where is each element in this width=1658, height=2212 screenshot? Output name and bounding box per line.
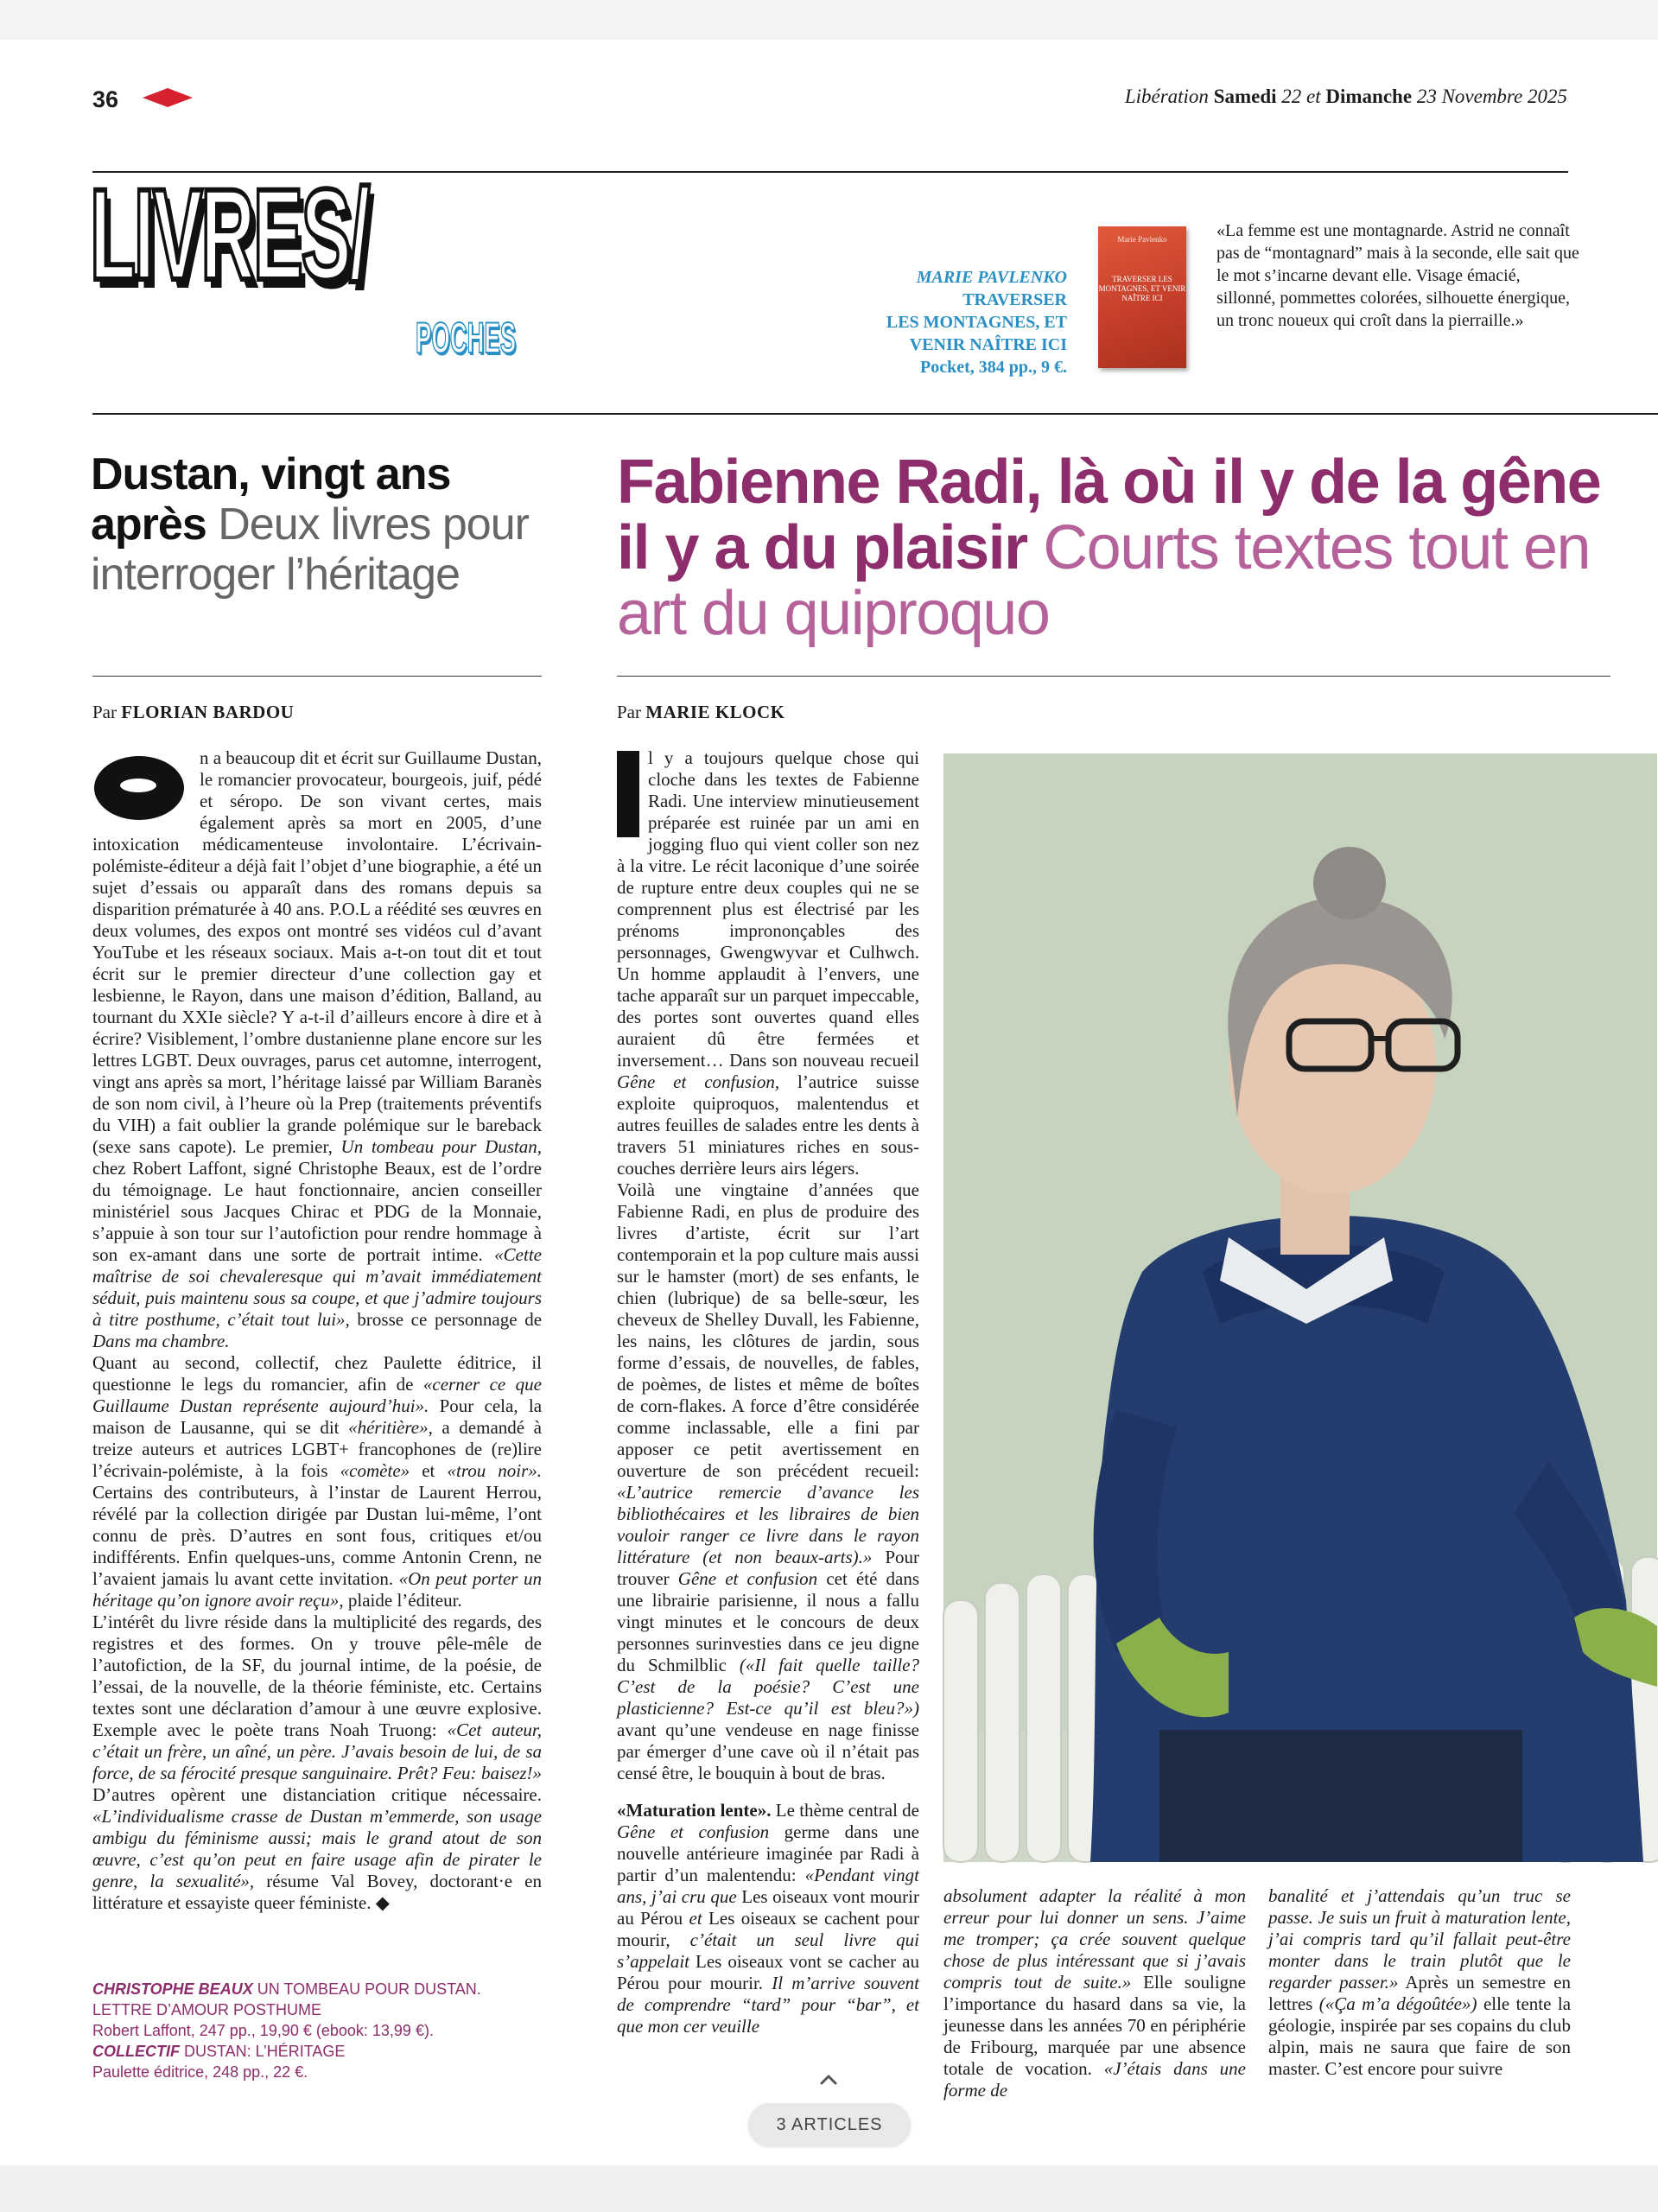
book-title: Dans ma chambre. <box>92 1331 230 1351</box>
section-rule <box>92 413 1658 415</box>
quote: («Il fait quelle taille? C’est de la poésie? C’est une plasticienne? Est-ce qu’il est bleu?») <box>617 1655 920 1719</box>
pocket-title-line-1: TRAVERSER <box>962 290 1067 309</box>
text-run: Les oiseaux se cachent pour mourir, <box>617 1908 920 1950</box>
text-run: l y a toujours quelque chose qui cloche dans les textes de Fabienne Radi. Une interview minutieusement préparée est ruinée par un ami en jogging fluo qui vient coller son nez à la vitre. Le récit laconique d’une soirée de rupture entre deux couples qui ne se comprennent plus est électrisé par les prénoms imprononçables des personnages, Gwengwyvar et Culhwch. Un homme applaudit à l’envers, une tache apparaît sur un parquet impeccable, des portes sont ouvertes quand elles auraient dû être fermées et inversement… Dans son nouveau recueil <box>617 747 919 1071</box>
quote: «L’autrice remercie d’avance les bibliothécaires et les libraires de bien vouloir ranger ce livre dans le rayon littérature (et non beaux-arts).» <box>617 1482 919 1567</box>
pocket-book-info <box>886 266 1067 378</box>
dateline-date-1: 22 et <box>1281 86 1321 107</box>
text-run: a demandé à treize auteurs et autrices LGBT+ francophones de (re)lire l’écrivain-polémiste, à la fois <box>92 1417 542 1481</box>
viewer-top-bar <box>0 0 1658 40</box>
text-run: Certains des contributeurs, à l’instar de Laurent Herrou, révélé par la collection dirigée par Dustan lui-même, l’ont connu de près. D’autres en sont fous, critiques et/ou indifférents. Enfin quelques-uns, comme Antonin Crenn, ne l’avaient jamais lu avant cette invitation. <box>92 1482 542 1589</box>
left-paragraph-1 <box>92 747 542 1352</box>
ref-author: COLLECTIF <box>92 2043 180 2060</box>
text-run: avant qu’une vendeuse en nage finisse par émerger d’une cave où il n’était pas censé être, le bouquin à bout de bras. <box>617 1719 919 1783</box>
section-title: LIVRES/ <box>90 162 369 307</box>
quote: «J’étais dans une forme de <box>943 2058 1246 2101</box>
quote: «cerner ce que Guillaume Dustan représente aujourd’hui». <box>92 1374 542 1416</box>
left-byline-name: FLORIAN BARDOU <box>121 702 295 722</box>
ref-1 <box>92 1979 542 2020</box>
left-byline <box>92 702 294 723</box>
quote: «Pendant vingt ans, j’ai cru que <box>617 1865 919 1907</box>
right-paragraph-3 <box>617 1800 919 2037</box>
right-article-column-3 <box>1268 1885 1571 2086</box>
text-run: chez Robert Laffont, signé Christophe Beaux, est de l’ordre du témoignage. Le haut fonctionnaire, ancien conseiller ministériel sous Jacques Chirac et PDG de la Monnaie, s’appuie à son tour sur l’autofiction pour rendre hommage à son ex-amant dans une sorte de portrait intime. <box>92 1158 542 1265</box>
pocket-quote: «La femme est une montagnarde. Astrid ne connaît pas de “montagnard” mais à la seconde, elle sait que le mot s’incarne devant elle. Visage émacié, sillonné, pommettes colorées, silhouette énergique, un tronc noueux qui croît dans la pierraille.» <box>1217 221 1579 330</box>
text-run: résume Val Bovey, doctorant·e en littérature et essayiste queer féministe. <box>92 1871 542 1913</box>
quote: «Cet auteur, c’était un frère, un aîné, un père. J’avais besoin de lui, de sa force, de sa férocité presque sanguinaire. Prêt? Feu: baisez!» <box>92 1719 542 1783</box>
cover-author: Marie Pavlenko <box>1117 235 1167 244</box>
left-book-references <box>92 1979 542 2082</box>
text-run: Les oiseaux vont se cacher au Pérou pour mourir. <box>617 1951 919 1993</box>
drop-cap-o <box>92 753 189 823</box>
intertitle: «Maturation lente». <box>617 1800 772 1821</box>
liberation-diamond-icon <box>143 88 193 107</box>
dateline-date-2: 23 Novembre 2025 <box>1416 86 1567 107</box>
cover-title: TRAVERSER LES MONTAGNES, ET VENIR NAÎTRE ICI <box>1098 275 1186 302</box>
pocket-publisher: Pocket, 384 pp., 9 €. <box>920 358 1067 377</box>
ref-title: DUSTAN: L’HÉRITAGE <box>184 2043 346 2060</box>
left-headline <box>91 449 540 600</box>
articles-pager-button[interactable]: 3 ARTICLES <box>748 2103 911 2146</box>
quote: banalité et j’attendais qu’un truc se passe. Je suis un fruit à maturation lente, j’ai compris tard qu’il fallait peut-être monter dans le train plutôt que le regarder passer.» <box>1268 1885 1571 1993</box>
portrait-illustration <box>943 753 1657 1862</box>
right-article-column-2 <box>943 1885 1246 2101</box>
dateline-day-2: Dimanche <box>1325 86 1413 107</box>
book-title: Gêne et confusion, <box>617 1071 780 1092</box>
ref-author: CHRISTOPHE BEAUX <box>92 1980 253 1998</box>
right-headline-rule <box>617 676 1610 677</box>
quote: «On peut porter un héritage qu’on ignore avoir reçu», <box>92 1568 542 1611</box>
quote: veuille <box>711 2016 760 2037</box>
scroll-up-button[interactable] <box>812 2063 845 2096</box>
left-byline-prefix: Par <box>92 702 117 722</box>
end-diamond-icon: ◆ <box>375 1892 390 1913</box>
right-byline-name: MARIE KLOCK <box>645 702 785 722</box>
text-run: D’autres opèrent une distanciation critique nécessaire. <box>92 1784 542 1805</box>
pocket-title-line-2: LES MONTAGNES, ET <box>886 313 1067 332</box>
right-byline <box>617 702 785 723</box>
right-col3-paragraph <box>1268 1885 1571 2080</box>
quote: et <box>689 1908 702 1929</box>
chevron-up-icon <box>812 2063 845 2096</box>
book-title: Gêne et confusion <box>677 1568 818 1589</box>
ref-publisher: Paulette éditrice, 248 pp., 22 €. <box>92 2063 308 2081</box>
quote: «Cette maîtrise de soi chevaleresque qui m’avait immédiatement séduit, puis maintenu sous sa coupe, et que j’admire toujours à titre posthume, c’était tout lui», <box>92 1244 542 1330</box>
ref-publisher: Robert Laffont, 247 pp., 19,90 € (ebook: 13,99 €). <box>92 2022 434 2039</box>
pocket-author: MARIE PAVLENKO <box>916 268 1067 287</box>
viewer-bottom-bar <box>0 2165 1658 2212</box>
text-run: Voilà une vingtaine d’années que Fabienne Radi, en plus de produire des livres d’artiste, écrit sur l’art contemporain et la pop culture mais aussi sur le hamster (mort) de ses enfants, le chien (lubrique) de sa belle-sœur, les cheveux de Shelley Duvall, les Fabienne, les nains, les clôtures de jardin, sous forme d’essais, de nouvelles, de fables, de poèmes, de listes et même de boîtes de corn-flakes. A force d’être considérée comme inclassable, elle a fini par apposer ce petit avertissement en ouverture de son précédent recueil: <box>617 1179 919 1481</box>
author-photo <box>943 753 1657 1862</box>
book-cover <box>1098 226 1186 368</box>
book-title: Gêne et confusion <box>617 1821 770 1842</box>
right-col2-paragraph <box>943 1885 1246 2101</box>
quote: «héritière», <box>348 1417 433 1438</box>
text-run: cet été dans une librairie parisienne, il nous a fallu vingt minutes et le concours de deux personnes surinvesties dans ce jeu digne du Schmilblic <box>617 1568 920 1675</box>
left-paragraph-3 <box>92 1611 542 1914</box>
right-headline-sub: Courts textes tout en art du quiproquo <box>617 513 1591 648</box>
text-run: germe dans une nouvelle antérieure imaginée par Radi à partir d’un malentendu: <box>617 1821 919 1885</box>
pocket-title-line-3: VENIR NAÎTRE ICI <box>909 335 1067 354</box>
left-headline-rule <box>92 676 542 677</box>
dateline <box>1125 86 1567 108</box>
section-subtitle: POCHES <box>416 314 517 362</box>
quote: «trou noir». <box>447 1460 543 1481</box>
text-run: et <box>422 1460 435 1481</box>
right-byline-prefix: Par <box>617 702 641 722</box>
ref-2 <box>92 2041 542 2062</box>
text-run: elle tente la géologie, inspirée par ses copains du club alpin, mais ne saura que faire de son master. C’est encore pour suivre <box>1268 1993 1572 2079</box>
quote: «L’individualisme crasse de Dustan m’emmerde, son usage ambigu du féminisme aussi; mais le grand atout de son œuvre, c’est qu’on peut en faire usage afin de pirater le genre, la sexualité», <box>92 1806 542 1891</box>
left-headline-main: Dustan, vingt ans après <box>91 449 451 550</box>
left-paragraph-2 <box>92 1352 542 1611</box>
text-run: Pour cela, la maison de Lausanne, qui se dit <box>92 1395 543 1438</box>
right-article-column-1 <box>617 747 919 2100</box>
dateline-day-1: Samedi <box>1213 86 1277 107</box>
page-number: 36 <box>92 86 119 112</box>
quote: («Ça m’a dégoûtée») <box>1318 1993 1477 2014</box>
text-run: n a beaucoup dit et écrit sur Guillaume Dustan, le romancier provocateur, bourgeois, juif, pédé et séropo. De son vivant certes, mais également après sa mort en 2005, d’une intoxication médicamenteuse involontaire. L’écrivain-polémiste-éditeur a déjà fait l’objet d’une biographie, a été un sujet d’essais ou apparaît dans des romans depuis sa disparition prématurée à 40 ans. P.O.L a réédité ses œuvres en deux volumes, des expos ont montré ses vidéos cul d’avant YouTube et les réseaux sociaux. Mais a-t-on tout dit et tout écrit sur le premier directeur d’une collection gay et lesbienne, le Rayon, dans une maison d’édition, Balland, au tournant du XXIe siècle? Y a-t-il d’ailleurs encore à dire et à écrire? Visiblement, l’ombre dustanienne plane encore sur les lettres LGBT. Deux ouvrages, parus cet automne, interrogent, vingt ans après sa mort, l’héritage laissé par William Baranès de son nom civil, à l’heure où la Prep (traitements préventifs du VIH) a fait oublier la grande polémique sur le bareback (sexe sans capote). Le premier, <box>92 747 542 1157</box>
text-run: L’intérêt du livre réside dans la multiplicité des regards, des registres et des formes. On y trouve pêle-mêle de l’autofiction, de la SF, du journal intime, de la poésie, de l’essai, de la nouvelle, de la théorie féministe, etc. Certains textes sont une déclaration d’amour à une œuvre explosive. Exemple avec le poète trans Noah Truong: <box>92 1611 542 1740</box>
text-run: Les oiseaux vont mourir au Pérou <box>617 1886 919 1929</box>
quote: «comète» <box>340 1460 410 1481</box>
quote: c’était un seul livre qui s’appelait <box>617 1929 920 1972</box>
book-title: Un tombeau pour Dustan, <box>340 1136 542 1157</box>
text-run: Après un semestre en lettres <box>1268 1972 1571 2014</box>
text-run: plaide l’éditeur. <box>347 1590 462 1611</box>
dateline-paper: Libération <box>1124 86 1209 107</box>
text-run: Pour trouver <box>617 1547 919 1589</box>
quote: Il m’arrive souvent de comprendre “tard” pour “bar”, et que mon cer <box>617 1973 920 2037</box>
left-article-body <box>92 747 542 1966</box>
right-headline-main: Fabienne Radi, là où il y de la gêne il y a du plaisir <box>617 448 1601 582</box>
right-headline <box>617 449 1610 646</box>
text-run: brosse ce personnage de <box>357 1309 543 1330</box>
right-paragraph-1 <box>617 747 919 1179</box>
left-headline-sub: Deux livres pour interroger l’héritage <box>91 499 529 600</box>
text-run: l’autrice suisse exploite quiproquos, malentendus et autres feuilles de salades entre les dents à travers 51 miniatures riches en sous-couches derrière leurs airs légers. <box>617 1071 919 1179</box>
text-run: Le thème central de <box>775 1800 920 1821</box>
drop-cap-i <box>617 751 639 837</box>
quote: absolument adapter la réalité à mon erreur pour lui donner un sens. J’aime me tromper; ça crée souvent quelque chose de plus intéressant que si j’avais compris tout de suite.» <box>943 1885 1246 1993</box>
text-run: Quant au second, collectif, chez Paulette éditrice, il questionne le legs du romancier, afin de <box>92 1352 542 1395</box>
right-paragraph-2 <box>617 1179 919 1784</box>
text-run: Elle souligne l’importance du hasard dans sa vie, la jeunesse dans les années 70 en périphérie de Fribourg, marquée par une absence totale de vocation. <box>943 1972 1246 2079</box>
ref-title: UN TOMBEAU POUR DUSTAN. LETTRE D’AMOUR POSTHUME <box>92 1980 481 2018</box>
